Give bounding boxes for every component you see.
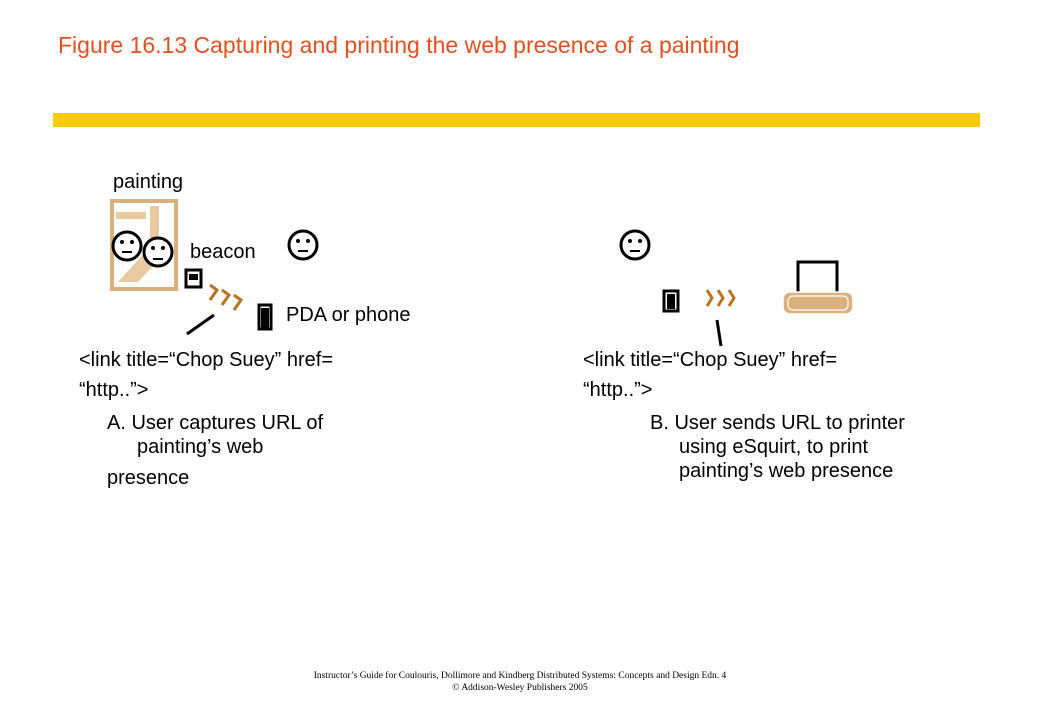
caption-line: A. User captures URL of bbox=[107, 412, 324, 434]
signal-icon bbox=[707, 290, 734, 306]
right-caption bbox=[650, 411, 905, 483]
caption-line: using eSquirt, to print bbox=[679, 436, 868, 458]
footer bbox=[0, 670, 1040, 694]
painting-label: painting bbox=[113, 171, 184, 193]
pda-icon bbox=[259, 305, 271, 329]
code-line: <link title=“Chop Suey” href= bbox=[583, 349, 838, 371]
beacon-label: beacon bbox=[190, 241, 256, 263]
person-icon bbox=[144, 238, 172, 266]
left-link-code bbox=[79, 345, 333, 405]
caption-line: B. User sends URL to printer bbox=[650, 412, 905, 434]
person-icon bbox=[621, 231, 649, 259]
person-icon bbox=[289, 231, 317, 259]
person-icon bbox=[113, 232, 141, 260]
beacon-icon bbox=[186, 270, 201, 287]
printer-icon bbox=[783, 262, 853, 314]
caption-line: painting’s web bbox=[137, 436, 264, 458]
caption-line: painting’s web presence bbox=[679, 460, 894, 482]
code-line: <link title=“Chop Suey” href= bbox=[79, 349, 334, 371]
footer-credit: Instructor’s Guide for Coulouris, Dollimore and Kindberg Distributed Systems: Concepts and Design Edn. 4 bbox=[313, 671, 727, 681]
pda-antenna-line bbox=[187, 315, 214, 334]
caption-line: presence bbox=[107, 467, 190, 489]
signal-icon bbox=[210, 285, 241, 310]
pointer-line bbox=[717, 320, 721, 346]
right-link-code bbox=[583, 345, 837, 405]
pda-label: PDA or phone bbox=[286, 304, 411, 326]
left-caption bbox=[107, 411, 323, 490]
figure-title: Figure 16.13 Capturing and printing the web presence of a painting bbox=[58, 32, 740, 58]
pda-icon bbox=[664, 291, 678, 311]
code-line: “http..”> bbox=[79, 379, 149, 401]
code-line: “http..”> bbox=[583, 379, 653, 401]
footer-copyright: © Addison-Wesley Publishers 2005 bbox=[452, 683, 588, 693]
